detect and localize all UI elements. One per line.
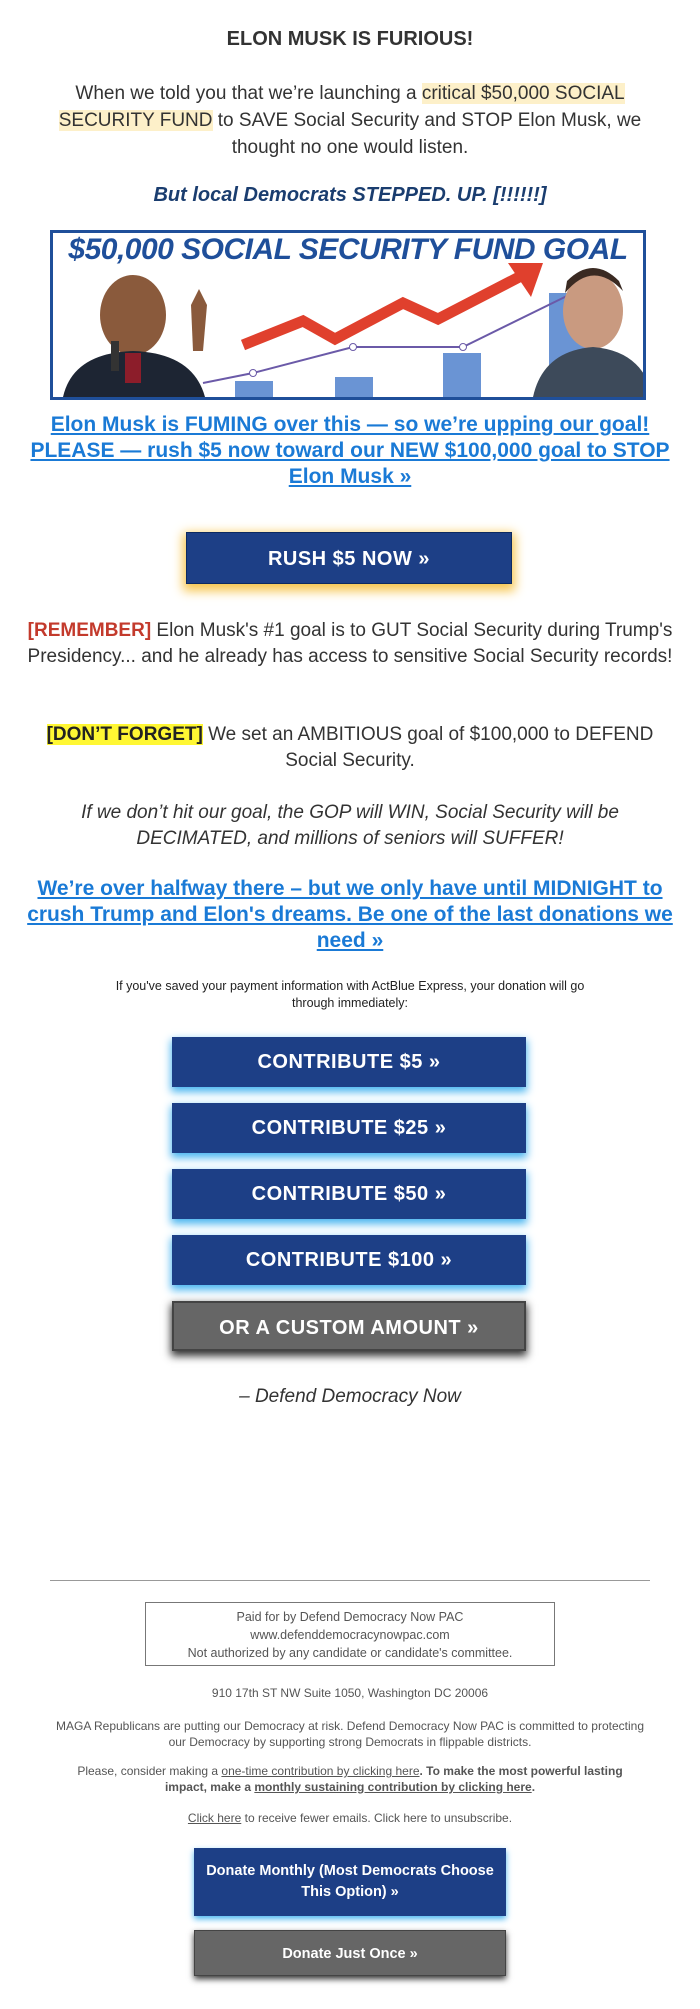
remember-paragraph [25, 618, 675, 670]
paid-line: Paid for by Defend Democracy Now PAC [236, 1610, 464, 1624]
contribute-5-button[interactable]: CONTRIBUTE $5 » [172, 1037, 526, 1087]
subhead: But local Democrats STEPPED. UP. [!!!!!!] [153, 184, 547, 206]
intro-paragraph [30, 80, 670, 161]
consider-mid: . To make the most powerful lasting impact, make a [164, 1764, 623, 1794]
banner-point [460, 344, 467, 351]
fewer-emails-link[interactable]: Click here [187, 1811, 242, 1825]
monthly-link[interactable]: monthly sustaining contribution by clicking here [254, 1780, 532, 1794]
consider-prefix: Please, consider making a [77, 1764, 222, 1778]
paid-line: www.defenddemocracynowpac.com [250, 1628, 450, 1642]
signature: – Defend Democracy Now [239, 1386, 461, 1407]
banner-title: $50,000 SOCIAL SECURITY FUND GOAL [68, 233, 628, 266]
actblue-note: If you've saved your payment information with ActBlue Express, your donation will go through immediately: [115, 979, 585, 1010]
dont-forget-paragraph [25, 722, 675, 774]
banner-arrow [243, 275, 523, 345]
headline: ELON MUSK IS FURIOUS! [226, 28, 474, 50]
rush-5-button[interactable]: RUSH $5 NOW » [186, 532, 512, 584]
footer-fewer-emails [50, 1810, 650, 1826]
dont-forget-tag: [DON’T FORGET] [46, 724, 203, 745]
left-person-illustration [63, 275, 207, 397]
dont-forget-text: We set an AMBITIOUS goal of $100,000 to DEFEND Social Security. [202, 724, 654, 771]
banner-point [250, 370, 257, 377]
halfway-link[interactable]: We’re over halfway there – but we only have until MIDNIGHT to crush Trump and Elon's dreams. Be one of the last donations we need » [27, 877, 673, 952]
banner-bar [443, 353, 481, 397]
intro-after: to SAVE Social Security and STOP Elon Musk, we thought no one would listen. [212, 110, 642, 158]
one-time-link[interactable]: one-time contribution by clicking here [221, 1764, 420, 1778]
banner-bar [235, 381, 273, 397]
fund-goal-banner[interactable] [50, 230, 646, 400]
warning-paragraph: If we don’t hit our goal, the GOP will WIN, Social Security will be DECIMATED, and millions of seniors will SUFFER! [81, 802, 619, 849]
paid-line: Not authorized by any candidate or candidate's committee. [187, 1646, 513, 1660]
contribute-50-button[interactable]: CONTRIBUTE $50 » [172, 1169, 526, 1219]
footer-divider [50, 1580, 650, 1581]
donate-monthly-button[interactable]: Donate Monthly (Most Democrats Choose This Option) » [194, 1848, 506, 1916]
contribute-25-button[interactable]: CONTRIBUTE $25 » [172, 1103, 526, 1153]
fewer-emails-text: to receive fewer emails. Click here to unsubscribe. [241, 1811, 513, 1825]
intro-before: When we told you that we’re launching a [75, 83, 422, 104]
footer-address: 910 17th ST NW Suite 1050, Washington DC 20006 [211, 1686, 489, 1700]
footer-consider [58, 1763, 642, 1795]
footer-mission: MAGA Republicans are putting our Democracy at risk. Defend Democracy Now PAC is committed to protecting our Democracy by supporting strong Democrats in flippable districts. [55, 1719, 644, 1749]
fuming-link[interactable]: Elon Musk is FUMING over this — so we’re upping our goal! PLEASE — rush $5 now toward our NEW $100,000 goal to STOP Elon Musk » [30, 413, 670, 488]
banner-bar [335, 377, 373, 397]
donate-once-button[interactable]: Donate Just Once » [194, 1930, 506, 1976]
remember-text: Elon Musk's #1 goal is to GUT Social Security during Trump's Presidency... and he already has access to sensitive Social Security records! [27, 620, 673, 667]
consider-end: . [531, 1780, 536, 1794]
banner-point [350, 344, 357, 351]
custom-amount-button[interactable]: OR A CUSTOM AMOUNT » [172, 1301, 526, 1351]
remember-tag: [REMEMBER] [27, 620, 152, 641]
paid-for-box [145, 1602, 555, 1666]
contribute-100-button[interactable]: CONTRIBUTE $100 » [172, 1235, 526, 1285]
intro-highlight: critical $50,000 SOCIAL SECURITY FUND [58, 83, 625, 131]
